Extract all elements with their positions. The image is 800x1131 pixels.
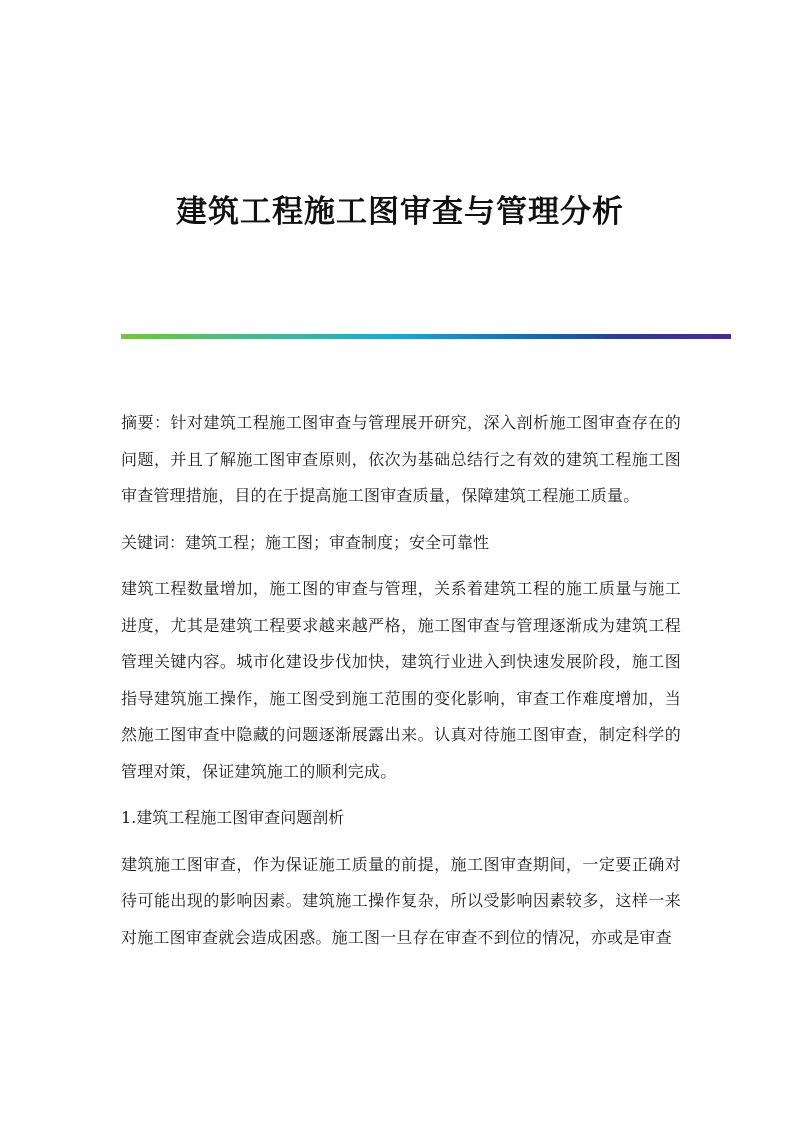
intro-paragraph: 建筑工程数量增加，施工图的审查与管理，关系着建筑工程的施工质量与施工进度，尤其是建筑工程要求越来越严格，施工图审查与管理逐渐成为建筑工程管理关键内容。城市化建设步伐加快，建筑行业进入到快速发展阶段，施工图指导建筑施工操作，施工图受到施工范围的变化影响，审查工作难度增加，当然施工图审查中隐藏的问题逐渐展露出来。认真对待施工图审查，制定科学的管理对策，保证建筑施工的顺利完成。 <box>121 579 681 781</box>
keywords-line: 关键词：建筑工程；施工图；审查制度；安全可靠性 <box>121 532 490 552</box>
title-divider <box>121 334 731 339</box>
document-body <box>121 405 681 966</box>
abstract-paragraph: 摘要：针对建筑工程施工图审查与管理展开研究，深入剖析施工图审查存在的问题，并且了解施工图审查原则，依次为基础总结行之有效的建筑工程施工图审查管理措施，目的在于提高施工图审查质量，保障建筑工程施工质量。 <box>121 413 681 505</box>
document-title: 建筑工程施工图审查与管理分析 <box>176 194 624 230</box>
section-paragraph: 建筑施工图审查，作为保证施工质量的前提，施工图审查期间，一定要正确对待可能出现的影响因素。建筑施工操作复杂，所以受影响因素较多，这样一来对施工图审查就会造成困惑。施工图一旦存在审查不到位的情况，亦或是审查 <box>121 854 681 947</box>
section-heading: 1.建筑工程施工图审查问题剖析 <box>121 808 345 827</box>
